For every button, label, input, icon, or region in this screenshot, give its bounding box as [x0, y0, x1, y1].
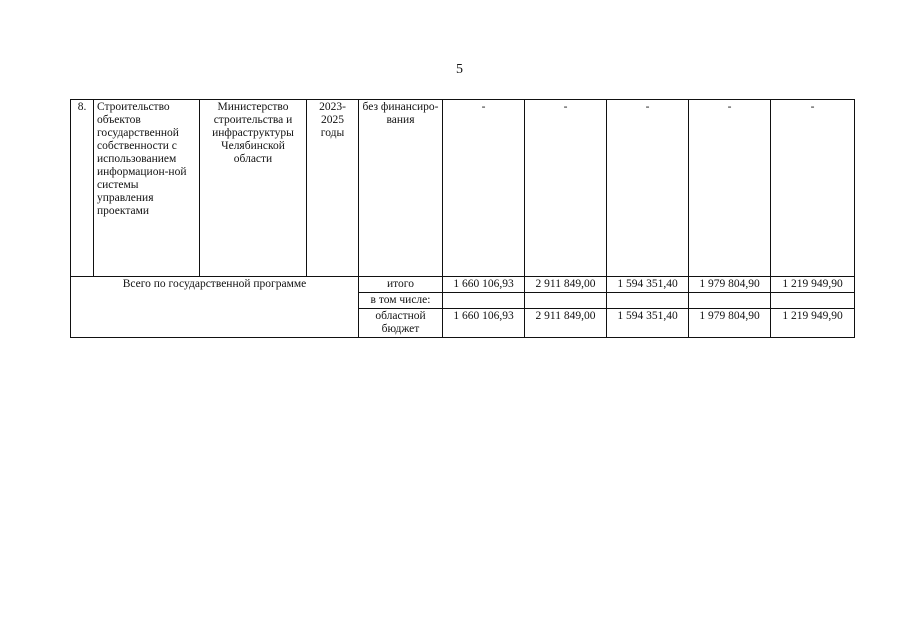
amount-cell: - [689, 100, 771, 277]
amount-cell: - [771, 100, 855, 277]
total-amount-cell: 1 660 106,93 [443, 309, 525, 338]
total-amount-cell: 1 979 804,90 [689, 277, 771, 293]
total-amount-cell: 1 594 351,40 [607, 309, 689, 338]
amount-cell: - [607, 100, 689, 277]
total-amount-cell: 1 594 351,40 [607, 277, 689, 293]
total-amount-cell: 1 979 804,90 [689, 309, 771, 338]
row-number: 8. [71, 100, 94, 277]
table-row [71, 100, 855, 277]
total-row [71, 277, 855, 293]
program-table [70, 99, 855, 338]
total-amount-cell [525, 293, 607, 309]
total-source: в том числе: [359, 293, 443, 309]
activity-name: Строительство объектов государственной собственности с использованием информацион-ной системы управления проектами [94, 100, 200, 277]
page-number: 5 [456, 62, 463, 77]
total-amount-cell [443, 293, 525, 309]
total-amount-cell: 2 911 849,00 [525, 309, 607, 338]
amount-cell: - [525, 100, 607, 277]
amount-cell: - [443, 100, 525, 277]
total-amount-cell [771, 293, 855, 309]
financing-source: без финансиро-вания [359, 100, 443, 277]
implementation-period: 2023-2025 годы [307, 100, 359, 277]
total-amount-cell: 1 219 949,90 [771, 309, 855, 338]
total-amount-cell: 1 660 106,93 [443, 277, 525, 293]
total-label: Всего по государственной программе [71, 277, 359, 338]
responsible-executor: Министерство строительства и инфраструктуры Челябинской области [200, 100, 307, 277]
total-amount-cell: 1 219 949,90 [771, 277, 855, 293]
total-source: итого [359, 277, 443, 293]
total-source: областной бюджет [359, 309, 443, 338]
total-amount-cell: 2 911 849,00 [525, 277, 607, 293]
total-amount-cell [689, 293, 771, 309]
total-amount-cell [607, 293, 689, 309]
